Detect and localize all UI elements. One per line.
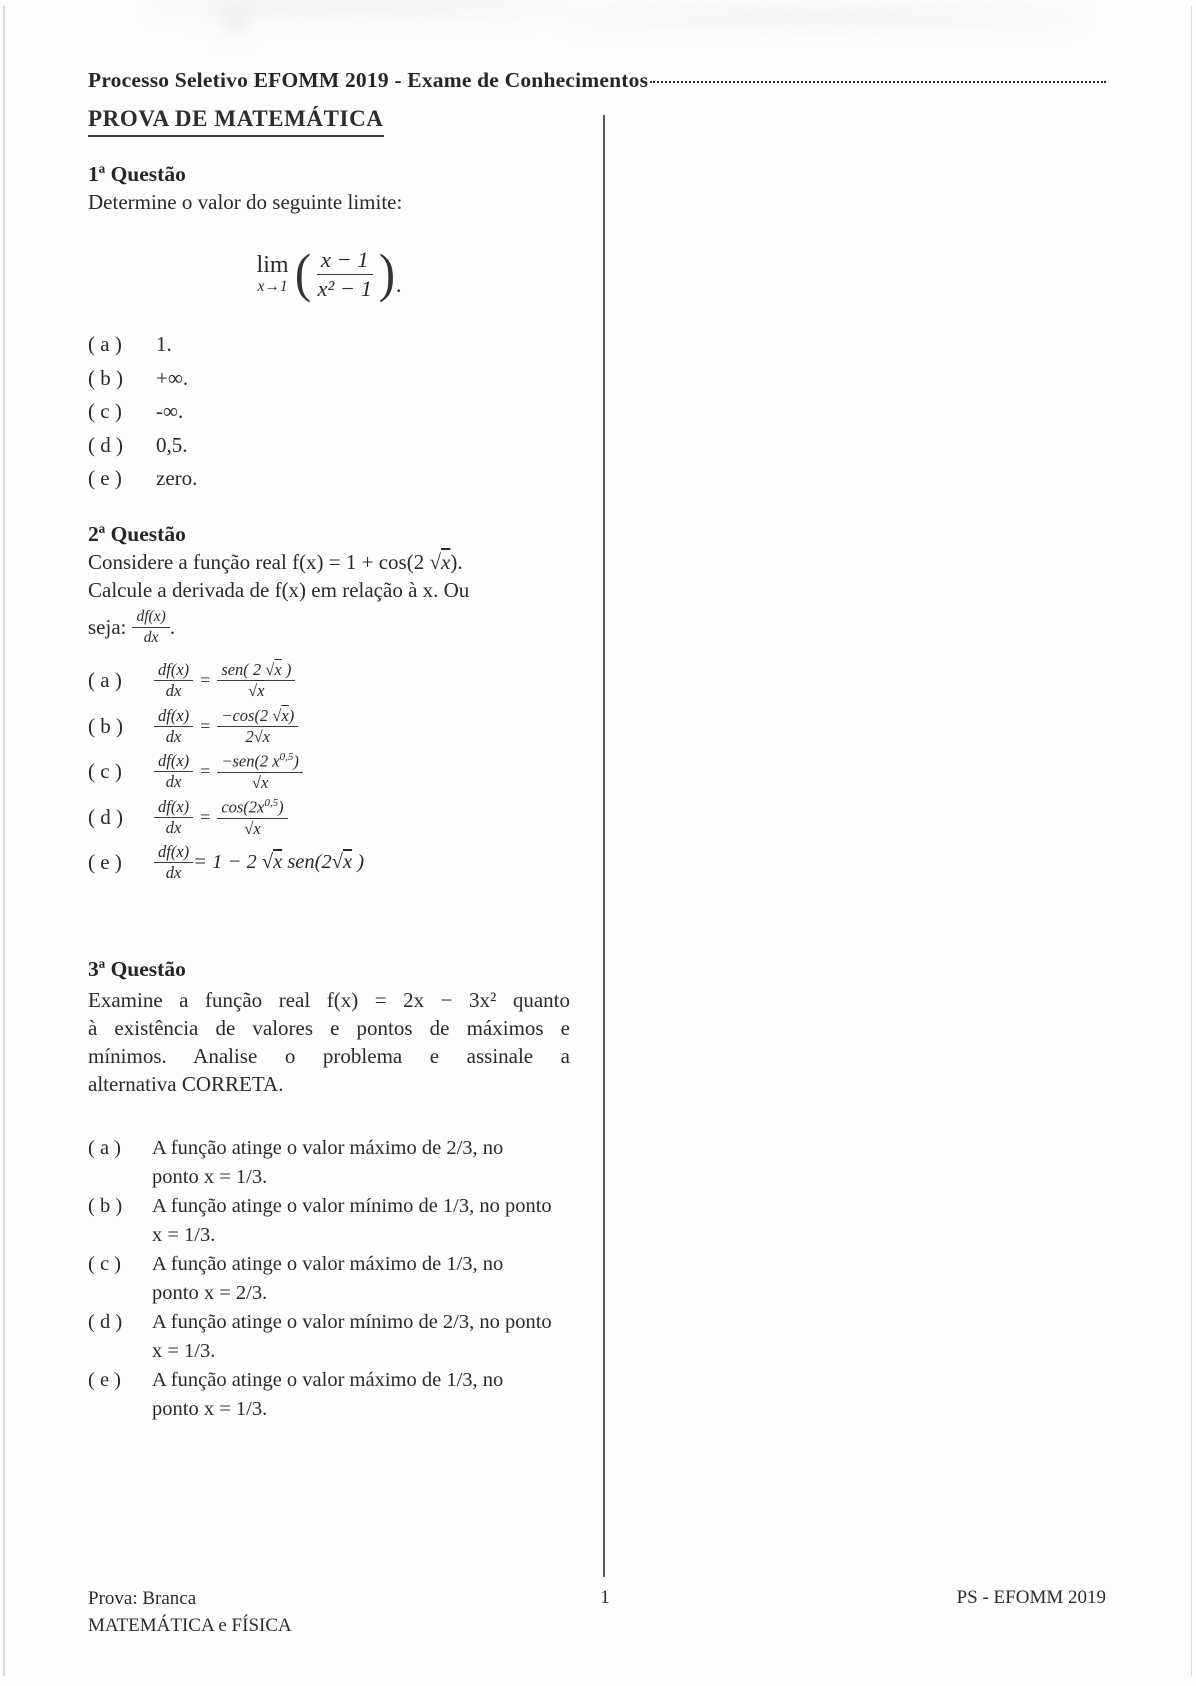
- scan-edge-left: [3, 6, 5, 1676]
- question-1-title: 1ª Questão: [88, 162, 186, 186]
- q2-option-a: ( a ) $\frac{df(x)}{dx}$ = $\frac{\text{sen( 2 √x )}}{√x}$: [88, 658, 570, 704]
- footer-exam-code: PS - EFOMM 2019: [956, 1587, 1106, 1608]
- q3-option-c: ( c ) A função atinge o valor máximo de 1/3, no ponto x = 2/3.: [88, 1253, 504, 1304]
- q3-option-b: ( b ) A função atinge o valor mínimo de 1/3, no ponto x = 1/3.: [88, 1195, 552, 1246]
- question-2-line1: Considere a função real f(x) = 1 + cos(2 √x).: [88, 550, 463, 574]
- q1-option-e: ( e ) zero.: [88, 466, 198, 490]
- scan-smudge: [150, 0, 570, 18]
- radical-x: x: [342, 851, 353, 874]
- df-dx-fraction: $\frac{df(x)}{dx}$: [132, 608, 169, 645]
- close-paren: ): [378, 243, 396, 304]
- radical-x: x: [274, 660, 282, 680]
- radical-x: x: [253, 818, 261, 838]
- limit-fraction: $\frac{x - 1}{\text{x² − 1}}$: [317, 246, 372, 301]
- scan-edge-right: [1191, 6, 1193, 1676]
- rhs-expression: = 1 − 2 √x sen(2√x ): [193, 851, 365, 874]
- question-3: [88, 958, 570, 1424]
- q3-option-d: ( d ) A função atinge o valor mínimo de 2/3, no ponto x = 1/3.: [88, 1311, 552, 1362]
- q1-option-b: ( b ) +∞.: [88, 365, 189, 390]
- question-3-options: [88, 1134, 570, 1424]
- question-2: [88, 523, 570, 886]
- footer-left: [88, 1585, 292, 1639]
- open-paren: (: [294, 243, 311, 304]
- lhs-fraction: $\frac{df(x)}{dx}$: [154, 661, 193, 700]
- q3-option-a: ( a ) A função atinge o valor máximo de 2/3, no ponto x = 1/3.: [88, 1137, 504, 1188]
- question-1-formula: lim x→1 ( $\frac{x - 1}{\text{x² − 1}}$ ) .: [256, 243, 402, 304]
- lhs-fraction: $\frac{df(x)}{dx}$: [154, 707, 193, 746]
- question-2-title: 2ª Questão: [88, 522, 186, 546]
- q1-option-c: ( c ) -∞.: [88, 399, 184, 423]
- radical-x: x: [281, 705, 289, 725]
- footer-prova: Prova: Branca: [88, 1588, 197, 1609]
- rhs-fraction: $\frac{\text{sen( 2 √x )}}{√x}$: [217, 661, 295, 700]
- question-3-prompt: Examine a função real f(x) = 2x − 3x² quanto à existência de valores e pontos de máximos e mínimos. Analise o problema e assinale a alternativa CORRETA.: [88, 988, 570, 1096]
- limit-operator: lim x→1: [256, 252, 289, 296]
- scan-smudge: [560, 6, 1080, 28]
- rhs-fraction: $\frac{-\cos(2 √x)}{2√x}$: [217, 707, 298, 746]
- q1-option-d: ( d ) 0,5.: [88, 432, 188, 457]
- lhs-fraction: $\frac{df(x)}{dx}$: [154, 798, 193, 837]
- lhs-fraction: $\frac{df(x)}{dx}$: [154, 752, 193, 791]
- rhs-fraction: $\frac{\cos(2x^{0,5})}{√x}$: [217, 797, 287, 838]
- dot-leader: [650, 81, 1106, 83]
- question-1-options: [88, 328, 570, 496]
- radical-x: x: [257, 681, 265, 701]
- q3-option-e: ( e ) A função atinge o valor máximo de 1/3, no ponto x = 1/3.: [88, 1369, 504, 1420]
- exponent: 0,5: [264, 796, 279, 809]
- radical-x: x: [273, 851, 283, 874]
- page-header: [88, 68, 1106, 93]
- question-2-line2: Calcule a derivada de f(x) em relação à x. Ou: [88, 578, 470, 602]
- radical-x: x: [441, 550, 451, 574]
- q2-option-d: ( d ) $\frac{df(x)}{dx}$ = $\frac{\cos(2x^{0,5})}{√x}$: [88, 795, 570, 841]
- column-divider: [603, 115, 605, 1577]
- q2-option-c: ( c ) $\frac{df(x)}{dx}$ = $\frac{-sen(2 x^{0,5})}{√x}$: [88, 749, 570, 795]
- scan-smudge: [220, 2, 250, 36]
- radical-x: x: [262, 726, 271, 746]
- lhs-fraction: $\frac{df(x)}{dx}$: [154, 843, 193, 882]
- question-1-prompt: Determine o valor do seguinte limite:: [88, 190, 403, 214]
- rhs-fraction: $\frac{-sen(2 x^{0,5})}{√x}$: [217, 751, 303, 792]
- question-3-title: 3ª Questão: [88, 957, 186, 981]
- q2-option-e: ( e ) $\frac{df(x)}{dx}$ = 1 − 2 √x sen(2√x ): [88, 842, 365, 883]
- header-title: Processo Seletivo EFOMM 2019 - Exame de Conhecimentos: [88, 68, 649, 92]
- q2-option-b: ( b ) $\frac{df(x)}{dx}$ = $\frac{-\cos(2 √x)}{2√x}$: [88, 704, 570, 750]
- section-title: PROVA DE MATEMÁTICA: [88, 106, 384, 137]
- radical-x: x: [260, 773, 269, 792]
- q1-option-a: ( a ) 1.: [88, 332, 172, 356]
- question-2-options: [88, 658, 570, 886]
- footer-subject: MATEMÁTICA e FÍSICA: [88, 1615, 292, 1636]
- question-2-line3: seja: $\frac{df(x)}{dx}$ .: [88, 608, 175, 646]
- question-1: [88, 163, 570, 496]
- page-number: 1: [600, 1587, 610, 1608]
- exponent: 0,5: [279, 751, 294, 764]
